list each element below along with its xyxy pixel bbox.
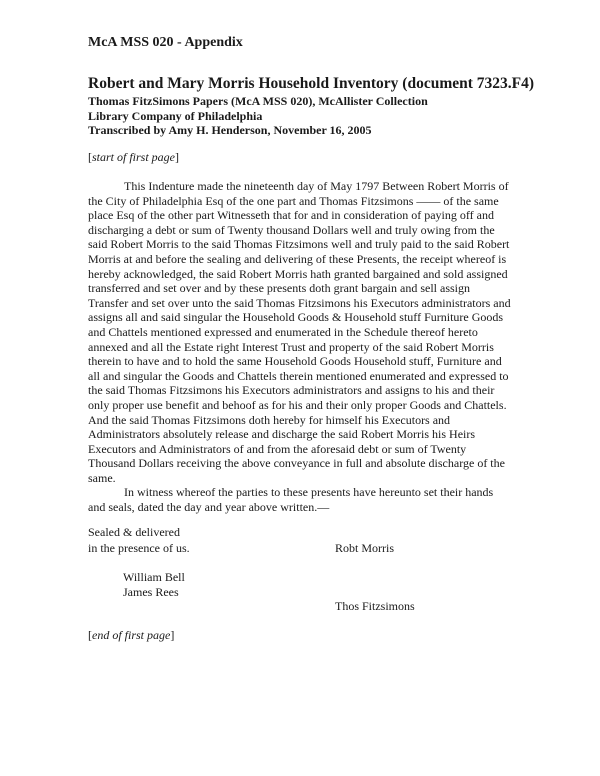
collection-label: McA MSS 020 - Appendix [88, 35, 243, 50]
body-line: Executors and Administrators of and from the aforesaid debt or sum of Twenty [88, 441, 467, 456]
body-line: hereby acknowledged, the said Robert Morris hath granted bargained and sold assigned [88, 266, 508, 281]
body-line: assigns all and said singular the Household Goods & Household stuff Furniture Goods [88, 310, 504, 325]
end-page-marker: [end of first page] [88, 628, 175, 642]
sealed-line-1: Sealed & delivered [88, 525, 180, 539]
signer-thos-fitzsimons: Thos Fitzsimons [335, 599, 415, 613]
body-line: Administrators absolutely release and discharge the said Robert Morris his Heirs [88, 427, 476, 442]
body-line: transferred and set over and by these presents doth grant bargain and sell assign [88, 281, 470, 296]
document-title: Robert and Mary Morris Household Inventory (document 7323.F4) [88, 75, 535, 92]
indenture-paragraph [88, 179, 533, 515]
witness-line: and seals, dated the day and year above written.— [88, 500, 330, 515]
start-marker-text: start of first page [92, 150, 176, 164]
meta-papers: Thomas FitzSimons Papers (McA MSS 020), McAllister Collection [88, 94, 428, 108]
meta-library: Library Company of Philadelphia [88, 109, 263, 123]
body-line: the City of Philadelphia Esq of the one part and Thomas Fitzsimons —— of the same [88, 193, 499, 208]
start-page-marker: [start of first page] [88, 150, 180, 164]
body-line: same. [88, 470, 116, 485]
witness-william-bell: William Bell [123, 570, 185, 584]
body-line: therein to have and to hold the same Household Goods Household stuff, Furniture and [88, 354, 502, 369]
body-line: This Indenture made the nineteenth day of May 1797 Between Robert Morris of [124, 179, 509, 193]
body-line: And the said Thomas Fitzsimons doth hereby for himself his Executors and [88, 412, 451, 427]
body-line: said Robert Morris to the said Thomas Fitzsimons well and truly paid to the said Robert [88, 237, 510, 252]
meta-transcriber: Transcribed by Amy H. Henderson, November 16, 2005 [88, 123, 372, 137]
body-line: Transfer and set over unto the said Thomas Fitzsimons his Executors administrators and [88, 295, 511, 310]
body-line: Thousand Dollars receiving the above conveyance in full and absolute discharge of the [88, 456, 505, 471]
body-line: all and singular the Goods and Chattels therein mentioned enumerated and expressed to [88, 368, 509, 383]
body-line: Morris at and before the sealing and delivering of these Presents, the receipt whereof is [88, 251, 507, 266]
body-line: discharging a debt or sum of Twenty thousand Dollars well and truly owing from the [88, 222, 495, 237]
witness-line: In witness whereof the parties to these presents have hereunto set their hands [124, 485, 494, 500]
body-line: the said Thomas Fitzsimons his Executors administrators and assigns to his and their [88, 383, 495, 398]
end-marker-text: end of first page [92, 628, 171, 642]
signer-robt-morris: Robt Morris [335, 541, 395, 555]
body-line: place Esq of the other part Witnesseth that for and in consideration of paying off and [88, 208, 494, 223]
sealed-line-2: in the presence of us. [88, 541, 190, 555]
body-line: and Chattels mentioned expressed and enumerated in the Schedule thereof hereto [88, 324, 478, 339]
body-line: only proper use benefit and behoof as for his and their only proper Goods and Chattels. [88, 397, 507, 412]
body-line: annexed and all the Estate right Interest Trust and property of the said Robert Morris [88, 339, 494, 354]
witness-james-rees: James Rees [123, 585, 179, 599]
